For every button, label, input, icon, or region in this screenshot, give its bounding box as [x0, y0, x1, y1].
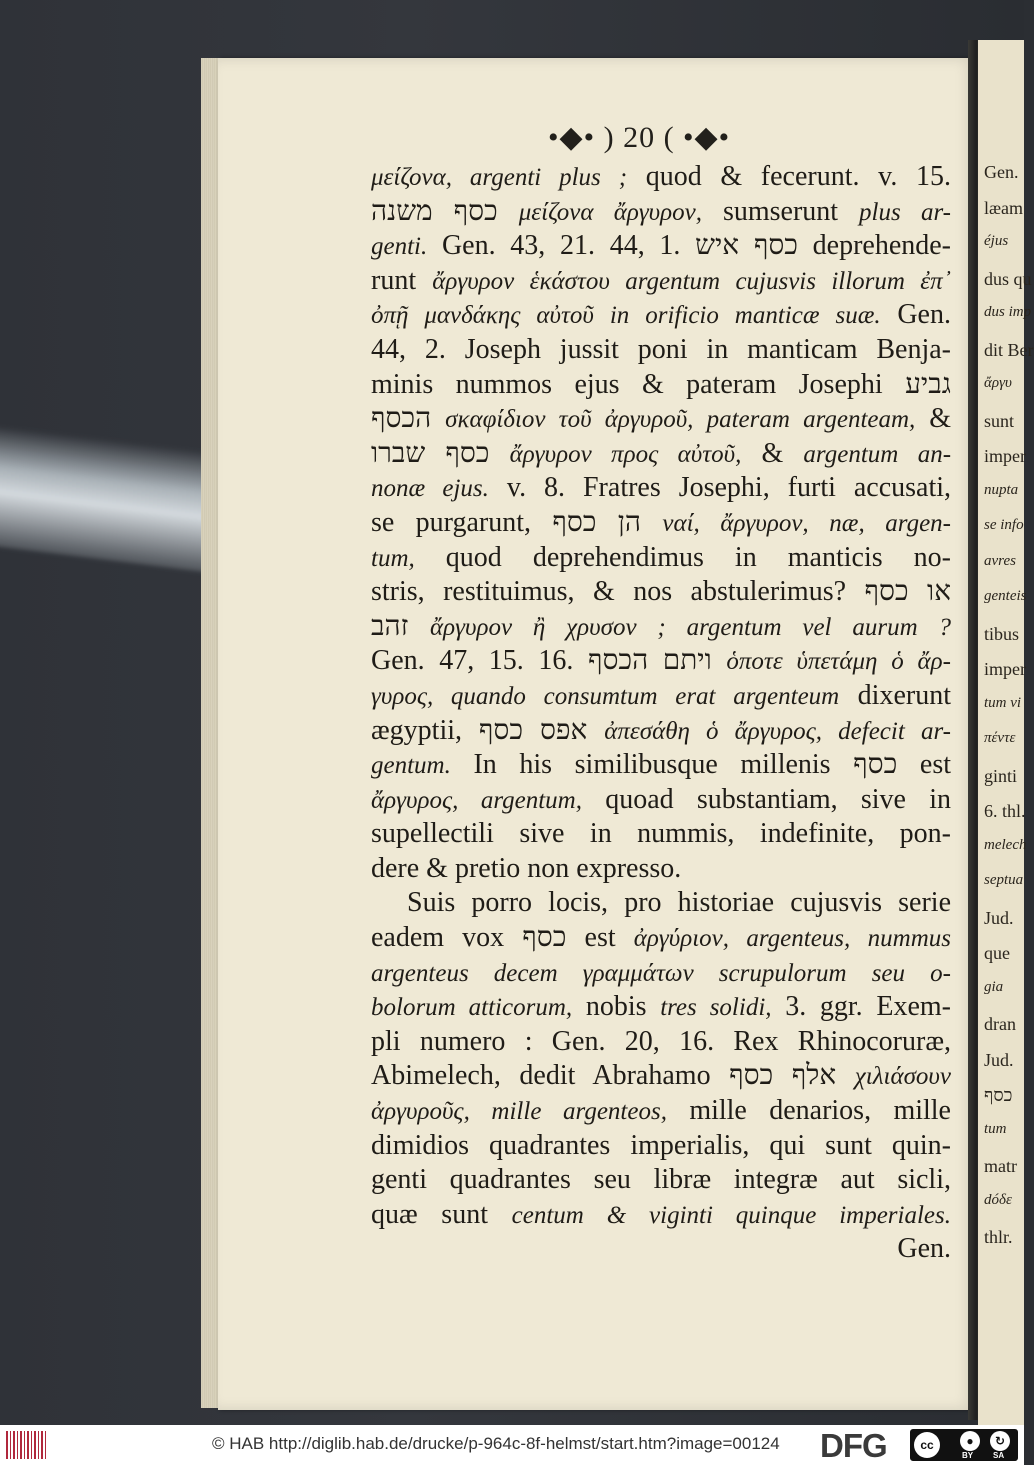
- text-line: [371, 852, 951, 887]
- text-line: [371, 1025, 951, 1060]
- text-line: [371, 575, 951, 610]
- next-page-line: dus qu: [984, 268, 1032, 289]
- next-page-line: dus imp: [984, 304, 1032, 320]
- next-page-line: imper: [984, 446, 1026, 466]
- text-line: [371, 817, 951, 852]
- text-segment: dixerunt: [839, 679, 951, 711]
- next-page-line: avres: [984, 552, 1016, 569]
- text-line: [371, 333, 951, 368]
- text-segment: v. 8. Fratres Josephi, furti accusati,: [488, 472, 952, 504]
- italic-segment: bolorum atticorum,: [371, 994, 573, 1022]
- text-line: [371, 1232, 951, 1267]
- next-page-line: genteis: [984, 588, 1027, 604]
- text-segment: הכסף: [371, 403, 446, 435]
- text-segment: &: [741, 437, 804, 469]
- page-text: [371, 160, 951, 1267]
- next-page-line: dran: [984, 1014, 1016, 1034]
- text-segment: 3. ggr. Exem-: [771, 991, 951, 1023]
- italic-segment: genti.: [371, 233, 428, 261]
- text-segment: pli numero : Gen. 20, 16. Rex Rhinocoruræ,: [371, 1025, 951, 1057]
- next-page-line: Jud.: [984, 907, 1014, 928]
- text-line: [371, 437, 951, 472]
- text-segment: sumserunt: [702, 195, 860, 227]
- next-page-line: כסף: [984, 1085, 1013, 1105]
- next-page-line: gia: [984, 978, 1004, 995]
- next-page-line: tibus: [984, 623, 1020, 644]
- next-page-line: melech: [984, 836, 1027, 853]
- text-line: [371, 679, 951, 714]
- text-line: [371, 298, 951, 333]
- italic-segment: ὀπῇ μανδάκης αὐτοῦ in orificio manticæ suæ.: [371, 302, 881, 330]
- text-line: [371, 471, 951, 506]
- footer-url[interactable]: © HAB http://diglib.hab.de/drucke/p-964c-8f-helmst/start.htm?image=00124: [212, 1434, 780, 1453]
- text-segment: mille denarios, mille: [666, 1095, 951, 1127]
- italic-segment: ἀργύριον, argenteus, nummus: [633, 925, 951, 953]
- next-page-line: sunt: [984, 410, 1015, 431]
- text-line: [371, 1198, 951, 1233]
- italic-segment: σκαφίδιον τοῦ ἀργυροῦ, pateram argenteam,: [445, 406, 916, 434]
- text-line: [371, 1163, 951, 1198]
- text-line: [371, 160, 951, 195]
- text-line: [371, 1059, 951, 1094]
- hab-logo-icon[interactable]: [6, 1431, 48, 1459]
- cc-license-badge[interactable]: [910, 1429, 1018, 1461]
- next-page-line: se info: [984, 517, 1024, 533]
- next-page-line: que: [984, 943, 1010, 963]
- text-segment: se purgarunt, הן כסף: [371, 506, 663, 538]
- text-line: [371, 610, 951, 645]
- text-segment: minis nummos ejus & pateram Josephi גביע: [371, 368, 951, 400]
- italic-segment: centum & viginti quinque imperiales.: [511, 1201, 951, 1229]
- text-segment: Gen.: [880, 299, 951, 331]
- text-line: [371, 368, 951, 403]
- next-page-line: nupta: [984, 481, 1019, 498]
- text-segment: stris, restituimus, & nos abstulerimus? או כסף: [371, 576, 952, 608]
- next-page-line: læam: [984, 197, 1023, 218]
- text-segment: genti quadrantes seu libræ integræ aut sicli,: [371, 1164, 951, 1196]
- italic-segment: χιλιάσουν: [854, 1063, 952, 1091]
- text-segment: כסף משנה: [371, 195, 519, 227]
- italic-segment: gentum.: [371, 752, 451, 780]
- by-label: BY: [962, 1451, 974, 1460]
- next-page-line: πέντε: [984, 730, 1016, 746]
- text-segment: In his similibusque millenis כסף est: [450, 749, 951, 781]
- next-page-line: thlr.: [984, 1227, 1013, 1247]
- italic-segment: ἀπεσάθη ὁ ἄργυρος, defecit ar-: [604, 717, 952, 745]
- italic-segment: ἄργυρον ἑκάστου argentum cujusvis illorum ἐπ᾽: [432, 267, 952, 295]
- text-segment: eadem vox כסף est: [371, 922, 634, 954]
- text-line: [371, 990, 951, 1025]
- text-segment: dere & pretio non expresso.: [371, 852, 682, 884]
- text-line: [371, 1094, 951, 1129]
- next-page-line: dit Ber: [984, 339, 1034, 360]
- text-segment: זהב: [371, 610, 431, 642]
- by-attribution-icon: ●: [960, 1431, 980, 1451]
- next-page-line: Gen.: [984, 162, 1019, 182]
- text-segment: כסף שברו: [371, 437, 510, 469]
- dfg-logo[interactable]: DFG: [820, 1427, 887, 1464]
- next-page-line: dóδε: [984, 1191, 1012, 1208]
- sa-sharealike-icon: ↻: [990, 1431, 1010, 1451]
- text-line: [371, 748, 951, 783]
- next-page-line: éjus: [984, 233, 1009, 249]
- next-page-line: 6. thl.: [984, 801, 1026, 821]
- text-line: [371, 506, 951, 541]
- text-segment: 44, 2. Joseph jussit poni in manticam Benja-: [371, 333, 951, 365]
- text-segment: Suis porro locis, pro historiae cujusvis serie: [407, 887, 951, 919]
- italic-segment: ἀργυροῦς, mille argenteos,: [371, 1098, 667, 1126]
- italic-segment: ἄργυρον ἢ χρυσον ; argentum vel aurum ?: [430, 613, 951, 641]
- text-line: [371, 886, 951, 921]
- italic-segment: argentum an-: [803, 440, 952, 468]
- next-page-line: ginti: [984, 765, 1018, 786]
- text-segment: dimidios quadrantes imperialis, qui sunt quin-: [371, 1129, 951, 1161]
- italic-segment: ὁποτε ὑπετάμη ὁ ἄρ-: [726, 648, 952, 676]
- text-line: [371, 264, 951, 299]
- italic-segment: plus ar-: [859, 198, 951, 226]
- text-segment: quæ sunt: [371, 1198, 512, 1230]
- text-line: [371, 714, 951, 749]
- next-page-line: tum vi: [984, 694, 1022, 711]
- text-line: [371, 783, 951, 818]
- page-header: •◆• ) 20 ( •◆•: [548, 121, 731, 154]
- text-segment: runt: [371, 264, 433, 296]
- next-page-fragment: [978, 40, 1034, 1425]
- italic-segment: ναί, ἄργυρον, næ, argen-: [662, 509, 951, 537]
- text-segment: supellectili sive in nummis, indefinite, pon-: [371, 818, 951, 850]
- text-line: [371, 1129, 951, 1164]
- italic-segment: ἄργυρος, argentum,: [371, 786, 582, 814]
- sa-label: SA: [993, 1451, 1005, 1460]
- text-line: [371, 229, 951, 264]
- text-segment: quod & fecerunt. v. 15.: [627, 161, 952, 192]
- text-segment: Gen.: [897, 1233, 951, 1265]
- text-line: [371, 956, 951, 991]
- text-segment: nobis: [572, 991, 661, 1023]
- italic-segment: γυρος, quando consumtum erat argenteum: [371, 682, 840, 710]
- next-page-line: tum: [984, 1120, 1007, 1137]
- text-line: [371, 921, 951, 956]
- next-page-line: Jud.: [984, 1049, 1014, 1070]
- text-line: [371, 541, 951, 576]
- italic-segment: nonæ ejus.: [371, 475, 489, 503]
- italic-segment: tres solidi,: [660, 994, 772, 1022]
- italic-segment: μείζονα ἄργυρον,: [518, 198, 702, 226]
- text-line: [371, 195, 951, 230]
- italic-segment: ἄργυρον προς αὐτοῦ,: [509, 440, 742, 468]
- text-line: [371, 644, 951, 679]
- text-line: [371, 402, 951, 437]
- text-segment: ægyptii, אפס כסף: [371, 714, 605, 746]
- text-segment: quoad substantiam, sive in: [581, 783, 951, 815]
- italic-segment: argenteus decem γραμμάτων scrupulorum seu o-: [371, 959, 951, 987]
- text-segment: Gen. 43, 21. 44, 1. כסף איש deprehende-: [427, 230, 952, 262]
- text-segment: quod deprehendimus in manticis no-: [414, 541, 951, 573]
- footer-bar: [0, 1425, 1024, 1465]
- next-page-line: imper: [984, 659, 1026, 679]
- text-segment: Abimelech, dedit Abrahamo אלף כסף: [371, 1060, 855, 1092]
- next-page-line: ἄργυ: [984, 375, 1012, 391]
- next-page-line: septua: [984, 872, 1024, 888]
- italic-segment: tum,: [371, 544, 415, 572]
- text-segment: Gen. 47, 15. 16. ויתם הכסף: [371, 645, 727, 677]
- text-segment: &: [915, 403, 951, 435]
- cc-icon: cc: [914, 1432, 940, 1458]
- next-page-line: matr: [984, 1156, 1017, 1176]
- italic-segment: μείζονα, argenti plus ;: [371, 164, 628, 191]
